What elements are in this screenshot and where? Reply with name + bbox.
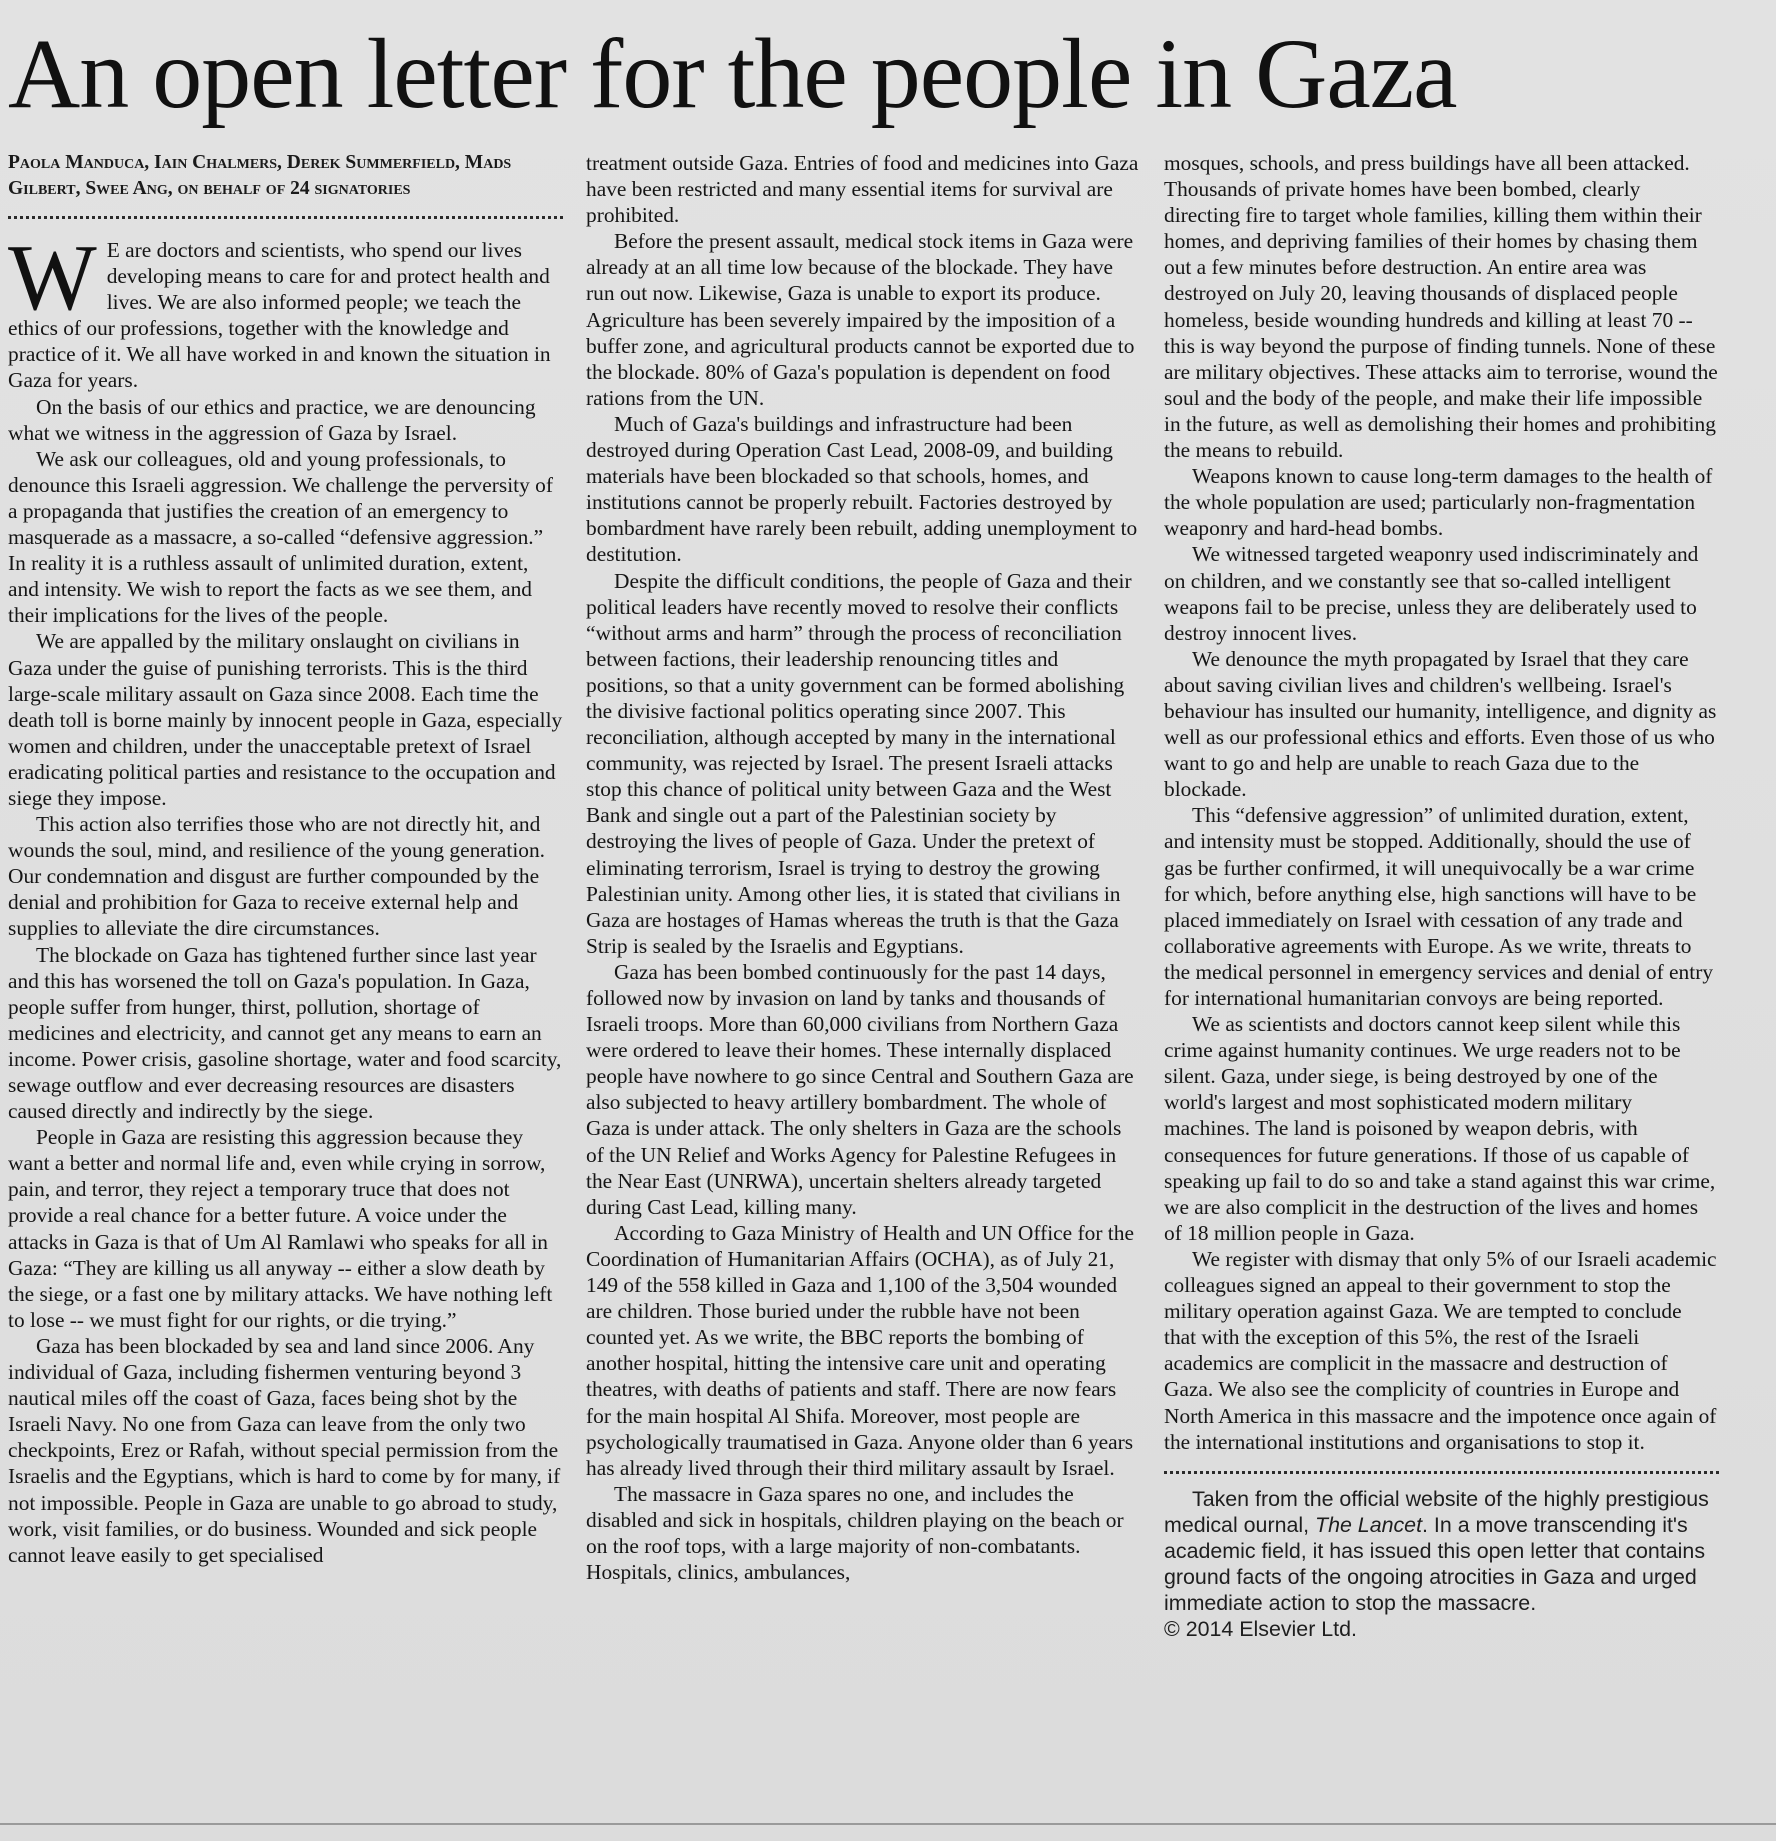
paragraph: The massacre in Gaza spares no one, and includes the disabled and sick in hospitals, children playing on the beach or on the roof tops, with a large majority of non-combatants. Hospitals, clinics, ambulances, bbox=[586, 1481, 1124, 1585]
paragraph: This “defensive aggression” of unlimited duration, extent, and intensity must be stopped. Additionally, should the use of gas be further confirmed, it will unequivocally be a war crime for which, before anything else, high sanctions will have to be placed immediately on Israel with cessation of any trade and collaborative agreements with Europe. As we write, threats to the medical personnel in emergency services and denial of entry for international humanitarian convoys are being reported. bbox=[1164, 803, 1714, 1010]
paragraph: The blockade on Gaza has tightened further since last year and this has worsened the toll on Gaza's population. In Gaza, people suffer from hunger, thirst, pollution, shortage of medicines and electricity, and cannot get any means to earn an income. Power crisis, gasoline shortage, water and food scarcity, sewage outflow and ever decreasing resources are disasters caused directly and indirectly by the siege. bbox=[8, 942, 562, 1124]
paragraph: We witnessed targeted weaponry used indiscriminately and on children, and we constantly see that so-called intelligent weapons fail to be precise, unless they are deliberately used to destroy innocent lives. bbox=[1164, 542, 1699, 645]
paragraph: Weapons known to cause long-term damages to the health of the whole population are used; particularly non-fragmentation weaponry and hard-head bombs. bbox=[1164, 464, 1713, 541]
paragraph: Despite the difficult conditions, the people of Gaza and their political leaders have recently moved to resolve their conflicts “without arms and harm” through the process of reconciliation between factions, their leadership renouncing titles and positions, so that a unity government can be formed abolishing the divisive factional politics operating since 2007. This reconciliation, although accepted by many in the international community, was rejected by Israel. The present Israeli attacks stop this chance of political unity between Gaza and the West Bank and single out a part of the Palestinian society by destroying the lives of people of Gaza. Under the pretext of eliminating terrorism, Israel is trying to destroy the growing Palestinian unity. Among other lies, it is stated that civilians in Gaza are hostages of Hamas whereas the truth is that the Gaza Strip is sealed by the Israelis and Egyptians. bbox=[586, 568, 1132, 958]
column-3 bbox=[1164, 150, 1719, 1800]
paragraph: This action also terrifies those who are not directly hit, and wounds the soul, mind, and resilience of the young generation. Our condemnation and disgust are further compounded by the denial and prohibition for Gaza to receive external help and supplies to alleviate the dire circumstances. bbox=[8, 812, 546, 941]
column-1 bbox=[8, 150, 563, 1800]
paragraph: treatment outside Gaza. Entries of food and medicines into Gaza have been restricted and many essential items for survival are prohibited. bbox=[586, 151, 1139, 228]
paragraph: We register with dismay that only 5% of our Israeli academic colleagues signed an appeal to their government to stop the military operation against Gaza. We are tempted to conclude that with the exception of this 5%, the rest of the Israeli academics are complicit in the massacre and destruction of Gaza. We also see the complicity of countries in Europe and North America in this massacre and the impotence once again of the international institutions and organisations to stop it. bbox=[1164, 1246, 1717, 1454]
drop-cap: W bbox=[8, 226, 97, 330]
journal-name: The Lancet bbox=[1315, 1512, 1423, 1537]
paragraph: We ask our colleagues, old and young professionals, to denounce this Israeli aggression. We challenge the perversity of a propaganda that justifies the creation of an emergency to masquerade as a massacre, a so-called “defensive aggression.” In reality it is a ruthless assault of unlimited duration, extent, and intensity. We wish to report the facts as we see them, and their implications for the lives of the people. bbox=[8, 446, 553, 628]
paragraph: Gaza has been bombed continuously for the past 14 days, followed now by invasion on land by tanks and thousands of Israeli troops. More than 60,000 civilians from Northern Gaza were ordered to leave their homes. These internally displaced people have nowhere to go since Central and Southern Gaza are also subjected to heavy artillery bombardment. The whole of Gaza is under attack. The only shelters in Gaza are the schools of the UN Relief and Works Agency for Palestine Refugees in the Near East (UNRWA), uncertain shelters already targeted during Cast Lead, killing many. bbox=[586, 959, 1134, 1219]
paragraph: According to Gaza Ministry of Health and UN Office for the Coordination of Humanitarian Affairs (OCHA), as of July 21, 149 of the 558 killed in Gaza and 1,100 of the 3,504 wounded are children. Those buried under the rubble have not been counted yet. As we write, the BBC reports the bombing of another hospital, hitting the intensive care unit and operating theatres, with deaths of patients and staff. There are now fears for the main hospital Al Shifa. Moreover, most people are psychologically traumatised in Gaza. Anyone older than 6 years has already lived through their third military assault by Israel. bbox=[586, 1220, 1134, 1480]
column-2 bbox=[586, 150, 1141, 1800]
byline: Paola Manduca, Iain Chalmers, Derek Summerfield, Mads Gilbert, Swee Ang, on behalf of 24 signatories bbox=[8, 152, 512, 199]
footnote-text: Taken from the official website of the highly prestigious medical ournal, bbox=[1164, 1486, 1709, 1537]
byline-divider bbox=[8, 216, 563, 219]
source-footnote bbox=[1164, 1486, 1719, 1643]
paragraph: We denounce the myth propagated by Israel that they care about saving civilian lives and children's wellbeing. Israel's behaviour has insulted our humanity, intelligence, and dignity as well as our professional ethics and efforts. Even those of us who want to go and help are unable to reach Gaza due to the blockade. bbox=[1164, 646, 1717, 802]
paragraph: We as scientists and doctors cannot keep silent while this crime against humanity continues. We urge readers not to be silent. Gaza, under siege, is being destroyed by one of the world's largest and most sophisticated modern military machines. The land is poisoned by weapon debris, with consequences for future generations. If those of us capable of speaking up fail to do so and take a stand against this war crime, we are also complicit in the destruction of the lives and homes of 18 million people in Gaza. bbox=[1164, 1012, 1716, 1245]
paragraph: E are doctors and scientists, who spend our lives developing means to care for and protect health and lives. We are also informed people; we teach the ethics of our professions, together with the knowledge and practice of it. We all have worked in and known the situation in Gaza for years. bbox=[8, 238, 551, 393]
copyright: © 2014 Elsevier Ltd. bbox=[1164, 1617, 1357, 1642]
paragraph: People in Gaza are resisting this aggression because they want a better and normal life and, even while crying in sorrow, pain, and terror, they reject a temporary truce that does not provide a real chance for a better future. A voice under the attacks in Gaza is that of Um Al Ramlawi who speaks for all in Gaza: “They are killing us all anyway -- either a slow death by the siege, or a fast one by military attacks. We have nothing left to lose -- we must fight for our rights, or die trying.” bbox=[8, 1125, 553, 1332]
paragraph: We are appalled by the military onslaught on civilians in Gaza under the guise of punishing terrorists. This is the third large-scale military assault on Gaza since 2008. Each time the death toll is borne mainly by innocent people in Gaza, especially women and children, under the unacceptable pretext of Israel eradicating political parties and resistance to the occupation and siege they impose. bbox=[8, 629, 563, 810]
paragraph: Gaza has been blockaded by sea and land since 2006. Any individual of Gaza, including fishermen venturing beyond 3 nautical miles off the coast of Gaza, faces being shot by the Israeli Navy. No one from Gaza can leave from the only two checkpoints, Erez or Rafah, without special permission from the Israelis and the Egyptians, which is hard to come by for many, if not impossible. People in Gaza are unable to go abroad to study, work, visit families, or do business. Wounded and sick people cannot leave easily to get specialised bbox=[8, 1333, 561, 1567]
footnote-divider bbox=[1164, 1471, 1719, 1474]
paragraph: Before the present assault, medical stock items in Gaza were already at an all time low because of the blockade. They have run out now. Likewise, Gaza is unable to export its produce. Agriculture has been severely impaired by the imposition of a buffer zone, and agricultural products cannot be exported due to the blockade. 80% of Gaza's population is dependent on food rations from the UN. bbox=[586, 229, 1135, 410]
paragraph: Much of Gaza's buildings and infrastructure had been destroyed during Operation Cast Lead, 2008-09, and building materials have been blockaded so that schools, homes, and institutions cannot be properly rebuilt. Factories destroyed by bombardment have rarely been rebuilt, adding unemployment to destitution. bbox=[586, 411, 1138, 567]
footnote-text-cont: . In a move transcending it's academic field, it has issued this open letter that contains ground facts of the ongoing atrocities in Gaza and urged immediate action to stop the massacre. bbox=[1164, 1512, 1706, 1616]
headline: An open letter for the people in Gaza bbox=[8, 18, 1457, 129]
paragraph: On the basis of our ethics and practice, we are denouncing what we witness in the aggression of Gaza by Israel. bbox=[8, 394, 536, 445]
page-bottom-rule bbox=[0, 1823, 1776, 1825]
paragraph: mosques, schools, and press buildings have all been attacked. Thousands of private homes have been bombed, clearly directing fire to target whole families, killing them within their homes, and depriving families of their homes by chasing them out a few minutes before destruction. An entire area was destroyed on July 20, leaving thousands of displaced people homeless, beside wounding hundreds and killing at least 70 -- this is way beyond the purpose of finding tunnels. None of these are military objectives. These attacks aim to terrorise, wound the soul and the body of the people, and make their life impossible in the future, as well as demolishing their homes and prohibiting the means to rebuild. bbox=[1164, 151, 1718, 463]
article-columns bbox=[8, 150, 1740, 1800]
